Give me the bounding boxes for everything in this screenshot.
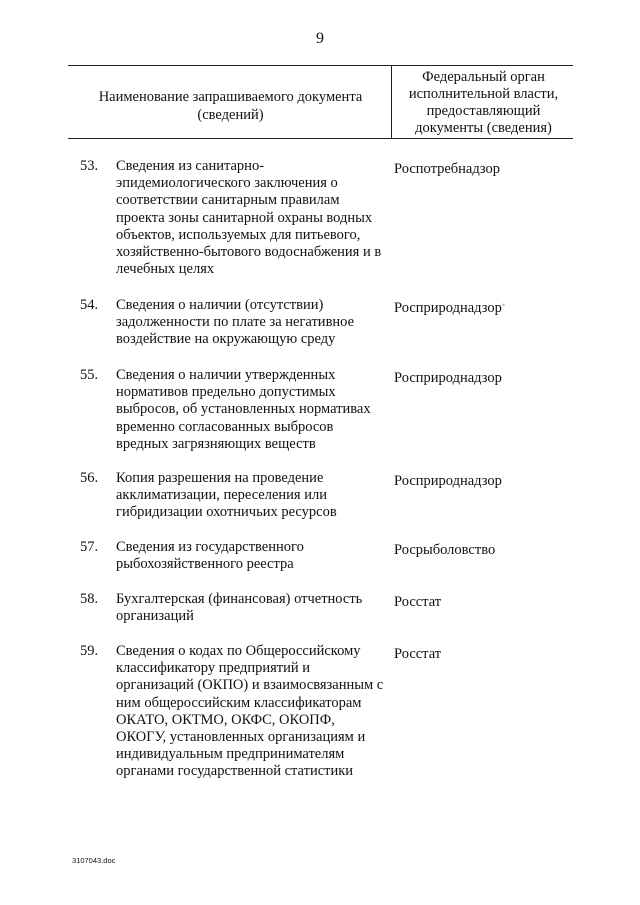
row-number: 56. [80,470,99,486]
row-number: 53. [80,158,99,174]
row-agency: Росрыболовство [394,541,496,558]
row-number: 55. [80,367,99,383]
header-divider [391,66,392,138]
row-number: 58. [80,591,99,607]
footnote-mark: » [501,302,505,308]
row-agency: Росприроднадзор [394,369,502,386]
header-agency: Федеральный орган исполнительной власти, предоставляющий документы (сведения) [408,69,559,136]
row-document-name: Сведения о наличии утвержденных нормативов предельно допустимых выбросов, об установленных нормативах временно согласованных выбросов вредных загрязняющих веществ [116,367,371,452]
row-number: 59. [80,643,99,659]
row-document-name: Сведения из санитарно-эпидемиологического заключения о соответствии санитарным правилам проекта зоны санитарной охраны водных объектов, используемых для питьевого, хозяйственно-бытового водоснабжения и в лечебных целях [116,158,382,278]
page-number: 9 [316,30,324,47]
row-document-name: Сведения о наличии (отсутствии) задолженности по плате за негативное воздействие на окружающую среду [116,297,355,348]
row-agency: Роспотребнадзор [394,160,501,177]
table-header [68,65,573,139]
row-document-name: Копия разрешения на проведение акклиматизации, переселения или гибридизации охотничьих ресурсов [116,470,337,521]
row-agency: Росприроднадзор· [394,472,504,489]
row-document-name: Сведения из государственного рыбохозяйственного реестра [116,539,304,573]
row-document-name: Сведения о кодах по Общероссийскому классификатору предприятий и организаций (ОКПО) и взаимосвязанным с ним общероссийским классификаторам ОКАТО, ОКТМО, ОКФС, ОКОПФ, ОКОГУ, установленных организациям и индивидуальным предпринимателям органами государственной статистики [116,643,384,780]
row-document-name: Бухгалтерская (финансовая) отчетность организаций [116,591,363,625]
footer-filename: 3107043.doc [72,856,116,865]
footnote-mark: · [501,475,504,481]
row-agency: Росстат [394,593,442,610]
row-agency: Росприроднадзор» [394,299,505,316]
row-number: 57. [80,539,99,555]
row-agency: Росстат [394,645,442,662]
header-document-name: Наименование запрашиваемого документа (сведений) [98,89,363,123]
row-number: 54. [80,297,99,313]
